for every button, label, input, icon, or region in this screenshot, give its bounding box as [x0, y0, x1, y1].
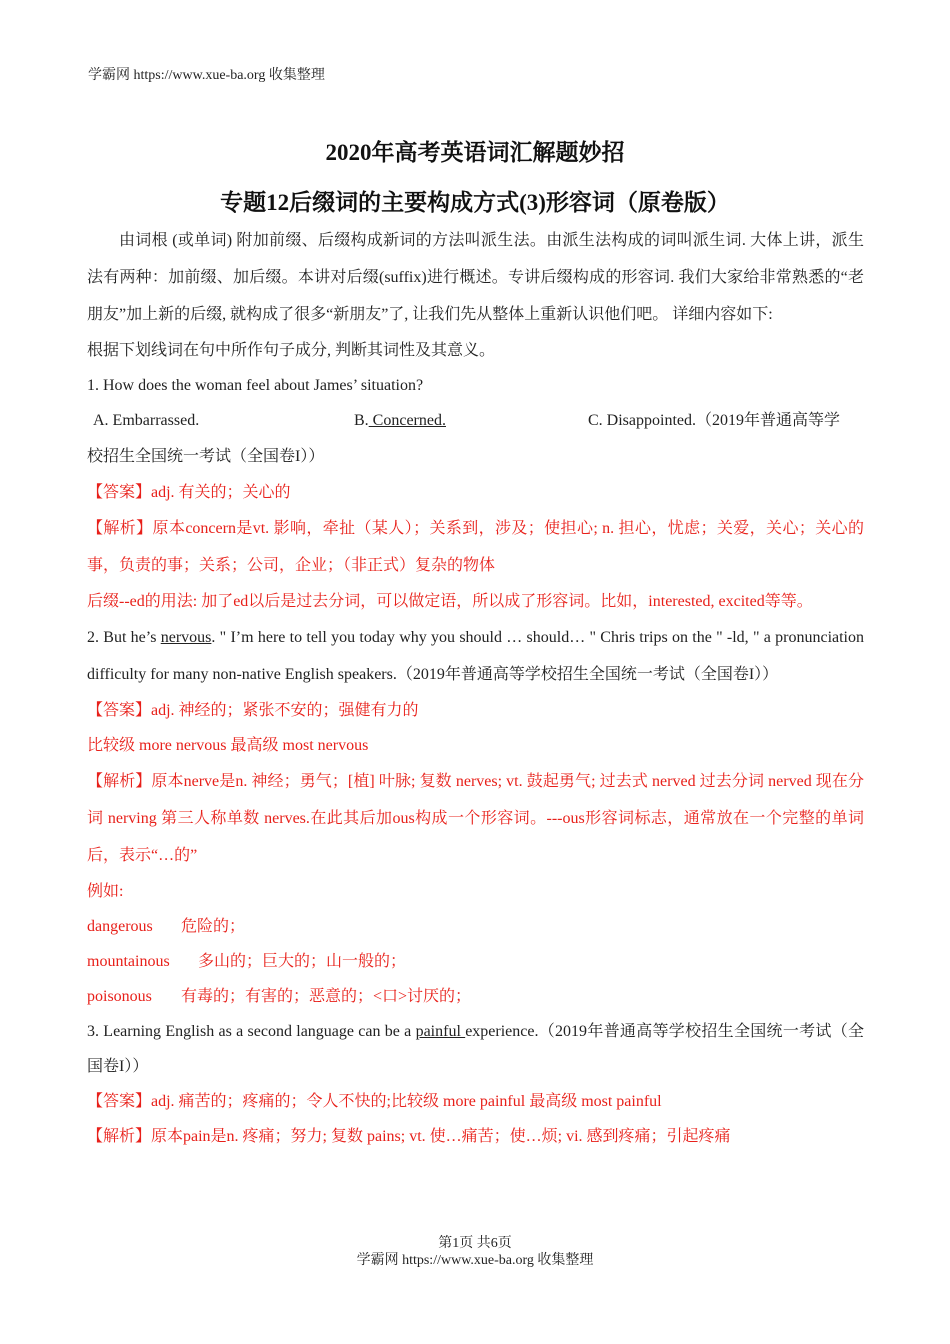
question-3-prefix: 3. Learning English as a second language can be a: [87, 1023, 416, 1040]
answer-3: 【答案】adj. 痛苦的；疼痛的；令人不快的;比较级 more painful 最高级 most painful: [87, 1093, 662, 1110]
example-meaning: 危险的；: [181, 918, 246, 935]
example-item: [87, 944, 864, 979]
question-2-prefix: 2. But he’s: [87, 629, 161, 646]
suffix-note-1: 后缀--ed的用法: 加了ed以后是过去分词，可以做定语，所以成了形容词。比如，interested, excited等等。: [87, 593, 813, 610]
intro-paragraph: 由词根 (或单词) 附加前缀、后缀构成新词的方法叫派生法。由派生法构成的词叫派生词. 大体上讲，派生法有两种：加前缀、加后缀。本讲对后缀(suffix)进行概述。专讲后缀构成的形容词. 我们大家给非常熟悉的“老朋友”加上新的后缀, 就构成了很多“新朋友”了, 让我们先从整体上重新认识他们吧。 详细内容如下:: [87, 232, 864, 323]
analysis-3: 【解析】原本pain是n. 疼痛；努力; 复数 pains; vt. 使…痛苦；使…烦; vi. 感到疼痛；引起疼痛: [87, 1128, 731, 1145]
option-c: C. Disappointed.（2019年普通高等学: [588, 412, 840, 429]
instruction-text: 根据下划线词在句中所作句子成分, 判断其词性及其意义。: [87, 342, 496, 359]
option-a: A. Embarrassed.: [93, 412, 200, 429]
example-word: dangerous: [87, 918, 153, 935]
document-body: [87, 222, 864, 1154]
answer-2: 【答案】adj. 神经的；紧张不安的；强健有力的: [87, 702, 419, 719]
option-b: [354, 403, 446, 438]
example-meaning: 多山的；巨大的；山一般的；: [198, 953, 407, 970]
example-word: poisonous: [87, 988, 152, 1005]
question-1-source: 校招生全国统一考试（全国卷I））: [87, 448, 325, 465]
comparatives-2: 比较级 more nervous 最高级 most nervous: [87, 737, 369, 754]
analysis-1: 【解析】原本concern是vt. 影响，牵扯（某人）；关系到，涉及；使担心; n. 担心，忧虑；关爱，关心；关心的事，负责的事；关系；公司，企业；（非正式）复杂的物体: [87, 520, 864, 574]
page-number: 第1页 共6页: [438, 1236, 512, 1251]
option-b-prefix: B.: [354, 412, 369, 429]
question-2-rest: . " I’m here to tell you today why you should … should… " Chris trips on the " -ld, " a pronunciation difficulty for many non-native English speakers.（2019年普通高等学校招生全国统一考试（全国卷I））: [87, 629, 865, 683]
question-3: [87, 1014, 864, 1084]
analysis-2: 【解析】原本nerve是n. 神经；勇气；[植] 叶脉; 复数 nerves; vt. 鼓起勇气; 过去式 nerved 过去分词 nerved 现在分词 nerving 第三人称单数 nerves.在此其后加ous构成一个形容词。---ous形容词标志，通常放在一个完整的单词后，表示“…的”: [87, 773, 864, 864]
example-item: [87, 909, 864, 944]
document-title: 2020年高考英语词汇解题妙招: [325, 140, 625, 165]
example-meaning: 有毒的；有害的；恶意的；<口>讨厌的；: [181, 988, 472, 1005]
example-label: 例如:: [87, 883, 124, 900]
question-1-options: [87, 403, 864, 438]
answer-1: 【答案】adj. 有关的；关心的: [87, 484, 291, 501]
question-3-rest: experience.（2019年普通高等学校招生全国统一考试（全国卷I））: [87, 1023, 864, 1075]
example-item: [87, 979, 864, 1014]
question-1: 1. How does the woman feel about James’ situation?: [87, 377, 424, 394]
document-subtitle: 专题12后缀词的主要构成方式(3)形容词（原卷版）: [220, 190, 730, 215]
header-watermark: 学霸网 https://www.xue-ba.org 收集整理: [88, 68, 325, 83]
question-2: [87, 619, 864, 693]
question-2-word: nervous: [160, 629, 212, 646]
option-b-word: Concerned.: [368, 412, 446, 429]
example-word: mountainous: [87, 953, 170, 970]
footer-watermark: 学霸网 https://www.xue-ba.org 收集整理: [356, 1253, 594, 1268]
question-3-word: painful: [415, 1023, 466, 1040]
